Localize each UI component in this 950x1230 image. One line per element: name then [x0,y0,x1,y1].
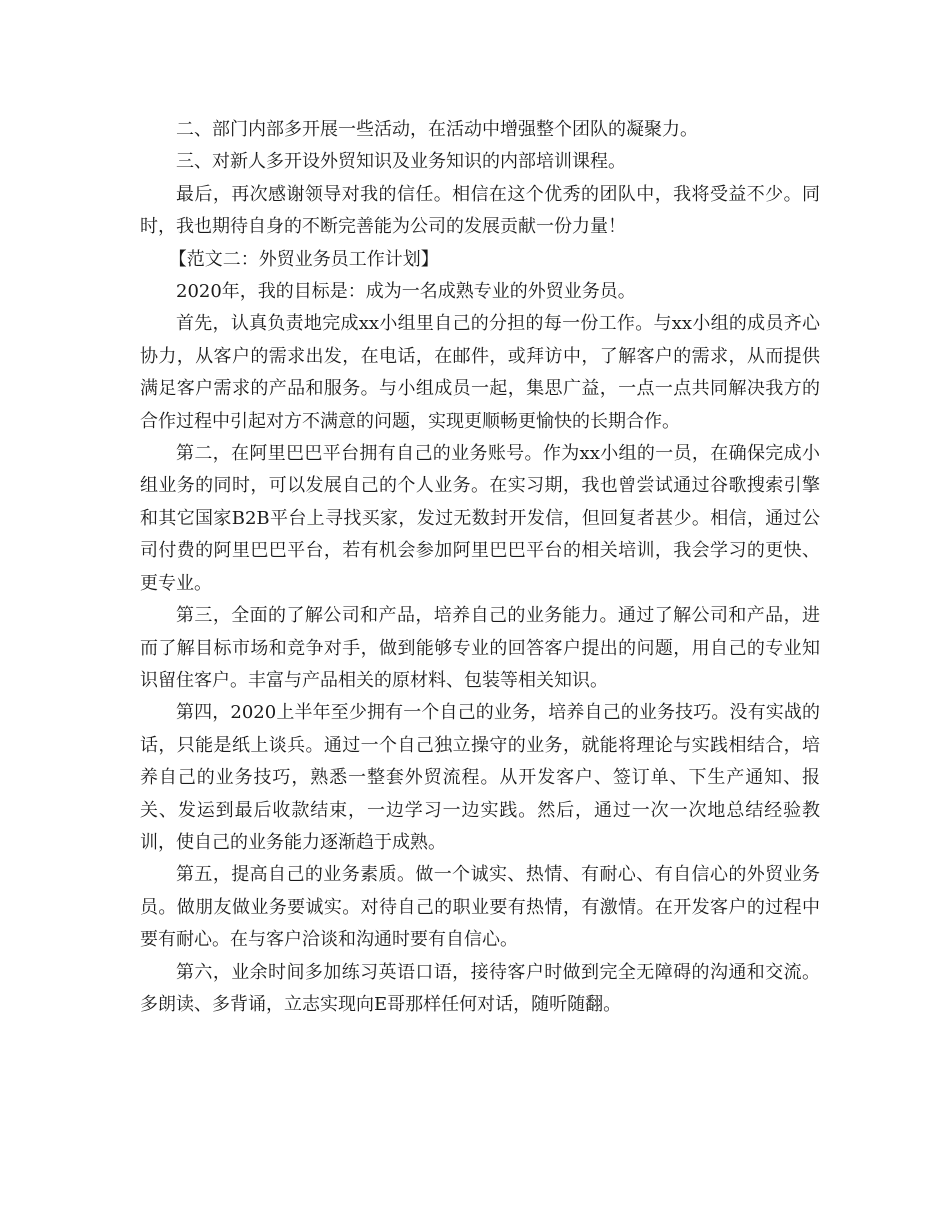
paragraph-first: 首先，认真负责地完成xx小组里自己的分担的每一份工作。与xx小组的成员齐心协力，从客户的需求出发，在电话，在邮件，或拜访中，了解客户的需求，从而提供满足客户需求的产品和服务。与小组成员一起，集思广益，一点一点共同解决我方的合作过程中引起对方不满意的问题，实现更顺畅更愉快的长期合作。 [140,313,820,432]
document-body [140,114,820,1021]
section-heading: 【范文二：外贸业务员工作计划】 [168,248,439,270]
paragraph-second: 第二，在阿里巴巴平台拥有自己的业务账号。作为xx小组的一员，在确保完成小组业务的同时，可以发展自己的个人业务。在实习期，我也曾尝试通过谷歌搜索引擎和其它国家B2B平台上寻找买家，发过无数封开发信，但回复者甚少。相信，通过公司付费的阿里巴巴平台，若有机会参加阿里巴巴平台的相关培训，我会学习的更快、更专业。 [140,443,820,594]
paragraph-sixth: 第六，业余时间多加练习英语口语，接待客户时做到完全无障碍的沟通和交流。多朗读、多背诵，立志实现向E哥那样任何对话，随听随翻。 [140,961,820,1015]
paragraph-item-2: 二、部门内部多开展一些活动，在活动中增强整个团队的凝聚力。 [176,119,698,140]
paragraph-fifth: 第五，提高自己的业务素质。做一个诚实、热情、有耐心、有自信心的外贸业务员。做朋友做业务要诚实。对待自己的职业要有热情，有激情。在开发客户的过程中要有耐心。在与客户洽谈和沟通时要有自信心。 [140,864,820,951]
paragraph-third: 第三，全面的了解公司和产品，培养自己的业务能力。通过了解公司和产品，进而了解目标市场和竞争对手，做到能够专业的回答客户提出的问题，用自己的专业知识留住客户。丰富与产品相关的原材料、包装等相关知识。 [140,605,820,691]
paragraph-item-3: 三、对新人多开设外贸知识及业务知识的内部培训课程。 [176,151,626,173]
paragraph-closing: 最后，再次感谢领导对我的信任。相信在这个优秀的团队中，我将受益不少。同时，我也期待自身的不断完善能为公司的发展贡献一份力量！ [140,183,820,238]
paragraph-fourth: 第四，2020上半年至少拥有一个自己的业务，培养自己的业务技巧。没有实战的话，只能是纸上谈兵。通过一个自己独立操守的业务，就能将理论与实践相结合，培养自己的业务技巧，熟悉一整套外贸流程。从开发客户、签订单、下生产通知、报关、发运到最后收款结束，一边学习一边实践。然后，通过一次一次地总结经验教训，使自己的业务能力逐渐趋于成熟。 [140,702,820,853]
paragraph-goal: 2020年，我的目标是：成为一名成熟专业的外贸业务员。 [176,281,636,303]
